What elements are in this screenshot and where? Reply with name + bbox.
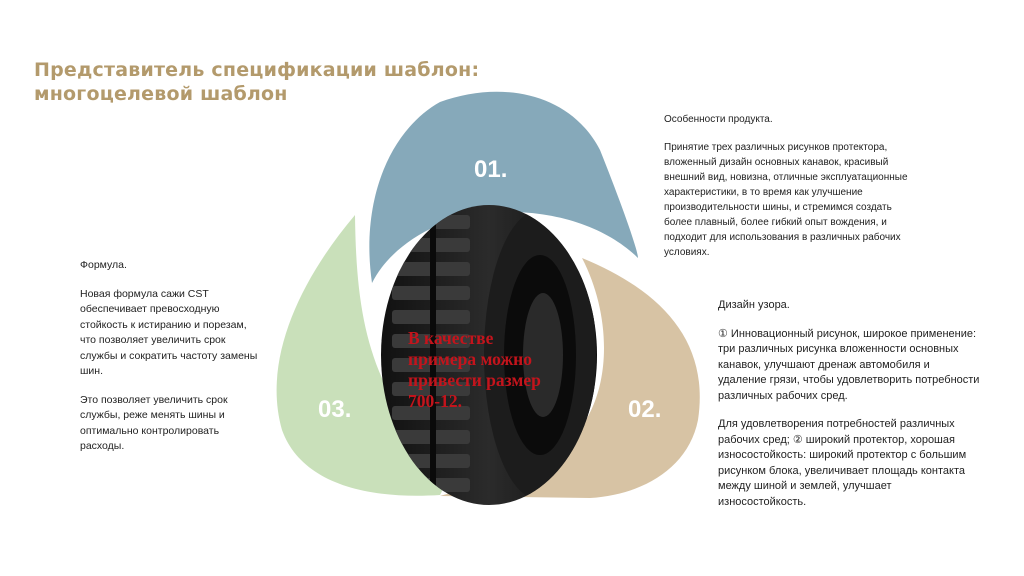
- tire-caption-line-2: примера можно: [408, 349, 532, 369]
- formula-body-2: Это позволяет увеличить срок службы, реже менять шины и оптимально контролировать расходы.: [80, 393, 228, 452]
- features-heading: Особенности продукта.: [664, 114, 773, 125]
- tire-caption-line-4: 700-12.: [408, 391, 462, 411]
- formula-block: [80, 258, 264, 468]
- formula-body-1: Новая формула сажи CST обеспечивает превосходную стойкость к истиранию и порезам, что позволяет увеличить срок службы и сократить частоту замены шин.: [80, 287, 258, 377]
- petal-01-number: 01.: [474, 156, 508, 183]
- features-body: Принятие трех различных рисунков протектора, вложенный дизайн основных канавок, красивый внешний вид, новизна, отличные эксплуатационные характеристики, в то время как улучшение производительности шины, и стремимся создать более плавный, более гибкий опыт вождения, и подходит для использования в различных рабочих условиях.: [664, 142, 908, 258]
- pattern-body-1: ① Инновационный рисунок, широкое применение: три различных рисунка вложенности основных канавок, улучшают дренаж автомобиля и удаление грязи, чтобы удовлетворить потребности различных рабочих сред.: [718, 327, 980, 402]
- pattern-block: [718, 298, 980, 523]
- tire-caption-line-1: В качестве: [408, 328, 494, 348]
- pattern-heading: Дизайн узора.: [718, 299, 790, 311]
- petal-02-number: 02.: [628, 396, 662, 423]
- formula-heading: Формула.: [80, 259, 127, 271]
- features-block: [664, 112, 914, 273]
- tire-caption: [408, 328, 558, 412]
- petal-03-number: 03.: [318, 396, 352, 423]
- tire-caption-line-3: привести размер: [408, 370, 541, 390]
- slide-title-line-1: Представитель спецификации шаблон:: [34, 59, 480, 81]
- slide-title-line-2: многоцелевой шаблон: [34, 83, 288, 105]
- pattern-body-2: Для удовлетворения потребностей различных рабочих сред; ② широкий протектор, хорошая износостойкость: широкий протектор с большим рисунком блока, увеличивает площадь контакта между шиной и землей, улучшает износостойкость.: [718, 418, 967, 508]
